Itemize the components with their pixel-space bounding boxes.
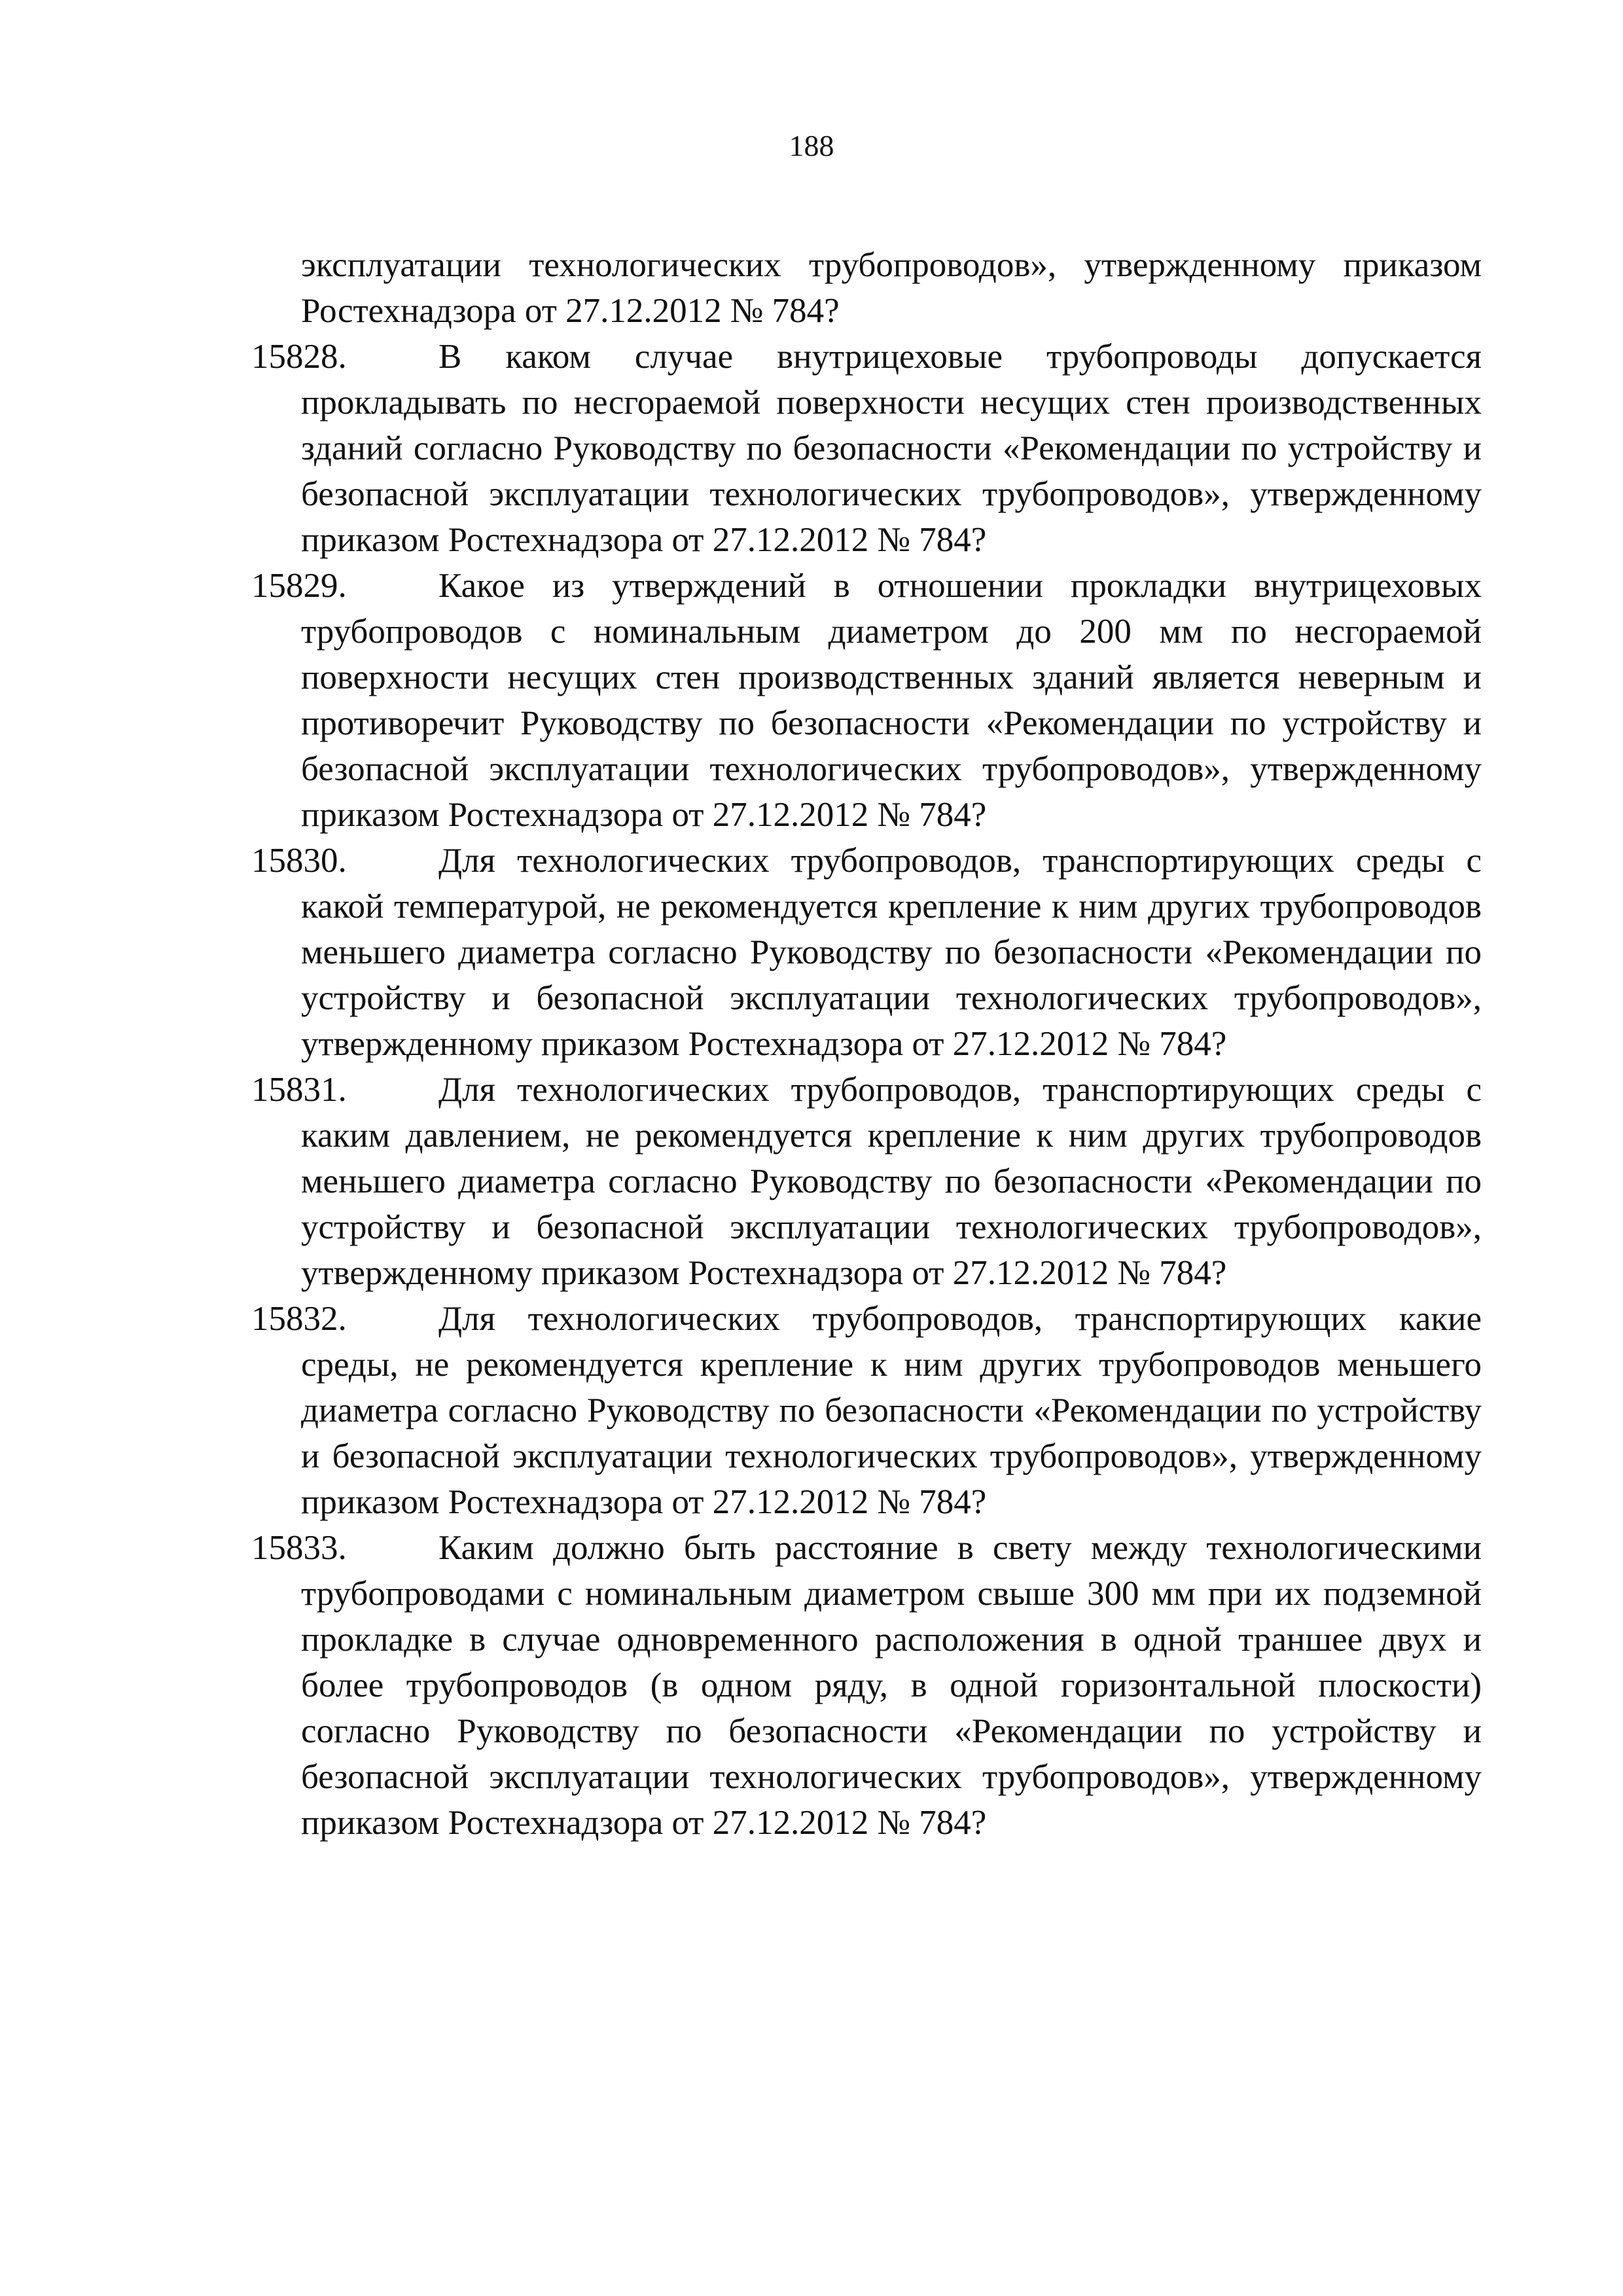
question-item	[251, 1525, 1482, 1846]
question-item	[251, 838, 1482, 1067]
question-item	[251, 1296, 1482, 1525]
question-text: Для технологических трубопроводов, транспортирующих среды с какой температурой, не рекомендуется крепление к ним других трубопроводов меньшего диаметра согласно Руководству по безопасности «Рекомендации по устройству и безопасной эксплуатации технологических трубопроводов», утвержденному приказом Ростехнадзора от 27.12.2012 № 784?	[301, 842, 1482, 1063]
question-number: 15829.	[251, 567, 347, 605]
question-item	[251, 334, 1482, 563]
question-text: В каком случае внутрицеховые трубопроводы допускается прокладывать по несгораемой поверхности несущих стен производственных зданий согласно Руководству по безопасности «Рекомендации по устройству и безопасной эксплуатации технологических трубопроводов», утвержденному приказом Ростехнадзора от 27.12.2012 № 784?	[301, 338, 1482, 559]
question-item	[251, 563, 1482, 838]
question-number: 15833.	[251, 1529, 347, 1567]
question-number: 15831.	[251, 1071, 347, 1109]
continuation-text: эксплуатации технологических трубопроводов», утвержденному приказом Ростехнадзора от 27.12.2012 № 784?	[301, 246, 1482, 330]
question-text: Какое из утверждений в отношении прокладки внутрицеховых трубопроводов с номинальным диаметром до 200 мм по несгораемой поверхности несущих стен производственных зданий является неверным и противоречит Руководству по безопасности «Рекомендации по устройству и безопасной эксплуатации технологических трубопроводов», утвержденному приказом Ростехнадзора от 27.12.2012 № 784?	[301, 567, 1482, 834]
question-number: 15828.	[251, 338, 347, 376]
question-number: 15830.	[251, 842, 347, 880]
question-item	[251, 1067, 1482, 1296]
question-text: Для технологических трубопроводов, транспортирующих среды с каким давлением, не рекомендуется крепление к ним других трубопроводов меньшего диаметра согласно Руководству по безопасности «Рекомендации по устройству и безопасной эксплуатации технологических трубопроводов», утвержденному приказом Ростехнадзора от 27.12.2012 № 784?	[301, 1071, 1482, 1292]
question-number: 15832.	[251, 1300, 347, 1338]
question-text: Каким должно быть расстояние в свету между технологическими трубопроводами с номинальным диаметром свыше 300 мм при их подземной прокладке в случае одновременного расположения в одной траншее двух и более трубопроводов (в одном ряду, в одной горизонтальной плоскости) согласно Руководству по безопасности «Рекомендации по устройству и безопасной эксплуатации технологических трубопроводов», утвержденному приказом Ростехнадзора от 27.12.2012 № 784?	[301, 1529, 1482, 1842]
question-text: Для технологических трубопроводов, транспортирующих какие среды, не рекомендуется крепление к ним других трубопроводов меньшего диаметра согласно Руководству по безопасности «Рекомендации по устройству и безопасной эксплуатации технологических трубопроводов», утвержденному приказом Ростехнадзора от 27.12.2012 № 784?	[301, 1300, 1482, 1521]
page-number: 188	[789, 129, 834, 162]
question-list	[251, 242, 1482, 1846]
